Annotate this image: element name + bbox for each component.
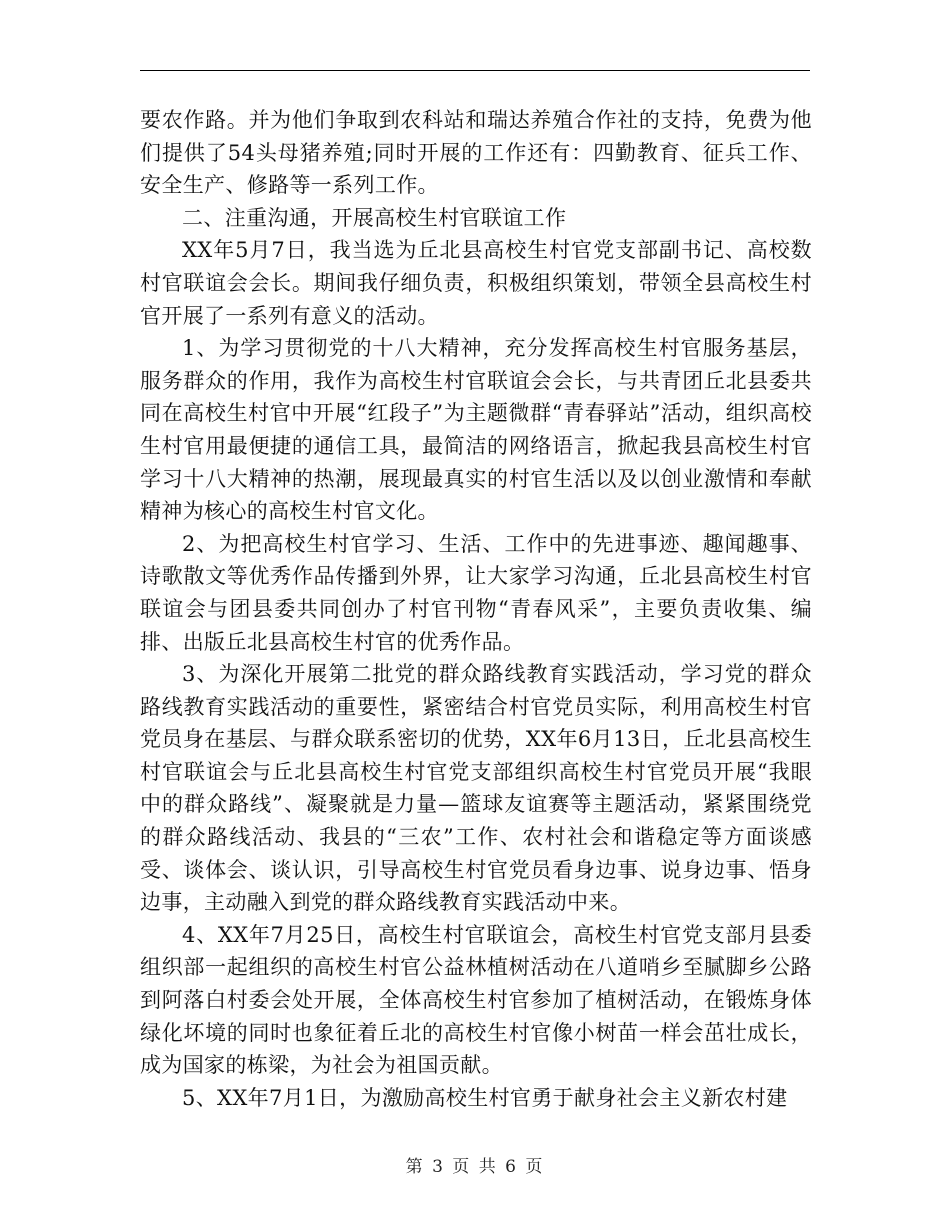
page-number-footer: 第 3 页 共 6 页 bbox=[405, 1157, 545, 1177]
paragraph-item-3: 3、为深化开展第二批党的群众路线教育实践活动，学习党的群众路线教育实践活动的重要性，紧密结合村官党员实际，利用高校生村官党员身在基层、与群众联系密切的优势，XX年6月13日，丘北县高校生村官联谊会与丘北县高校生村官党支部组织高校生村官党员开展“我眼中的群众路线”、凝聚就是力量—篮球友谊赛等主题活动，紧紧围绕党的群众路线活动、我县的“三农”工作、农村社会和谐稳定等方面谈感受、谈体会、谈认识，引导高校生村官党员看身边事、说身边事、悟身边事，主动融入到党的群众路线教育实践活动中来。 bbox=[140, 662, 812, 915]
paragraph-continuation: 要农作路。并为他们争取到农科站和瑞达养殖合作社的支持，免费为他们提供了54头母猪养殖;同时开展的工作还有：四勤教育、征兵工作、安全生产、修路等一系列工作。 bbox=[140, 108, 812, 198]
document-body bbox=[140, 104, 812, 1114]
section-heading: 二、注重沟通，开展高校生村官联谊工作 bbox=[182, 205, 567, 230]
paragraph-item-1: 1、为学习贯彻党的十八大精神，充分发挥高校生村官服务基层，服务群众的作用，我作为高校生村官联谊会会长，与共青团丘北县委共同在高校生村官中开展“红段子”为主题微群“青春驿站”活动，组织高校生村官用最便捷的通信工具，最简洁的网络语言，掀起我县高校生村官学习十八大精神的热潮，展现最真实的村官生活以及以创业激情和奉献精神为核心的高校生村官文化。 bbox=[140, 336, 812, 524]
paragraph-item-5: 5、XX年7月1日，为激励高校生村官勇于献身社会主义新农村建 bbox=[182, 1085, 788, 1110]
paragraph-item-4: 4、XX年7月25日，高校生村官联谊会，高校生村官党支部月县委组织部一起组织的高校生村官公益林植树活动在八道哨乡至腻脚乡公路到阿落白村委会处开展，全体高校生村官参加了植树活动，在锻炼身体绿化坏境的同时也象征着丘北的高校生村官像小树苗一样会茁壮成长，成为国家的栋梁，为社会为祖国贡献。 bbox=[140, 922, 812, 1078]
paragraph-election: XX年5月7日，我当选为丘北县高校生村官党支部副书记、高校数村官联谊会会长。期间我仔细负责，积极组织策划，带领全县高校生村官开展了一系列有意义的活动。 bbox=[140, 238, 812, 328]
paragraph-item-2: 2、为把高校生村官学习、生活、工作中的先进事迹、趣闻趣事、诗歌散文等优秀作品传播到外界，让大家学习沟通，丘北县高校生村官联谊会与团县委共同创办了村官刊物“青春风采”，主要负责收集、编排、出版丘北县高校生村官的优秀作品。 bbox=[140, 531, 812, 654]
header-rule bbox=[140, 70, 810, 71]
